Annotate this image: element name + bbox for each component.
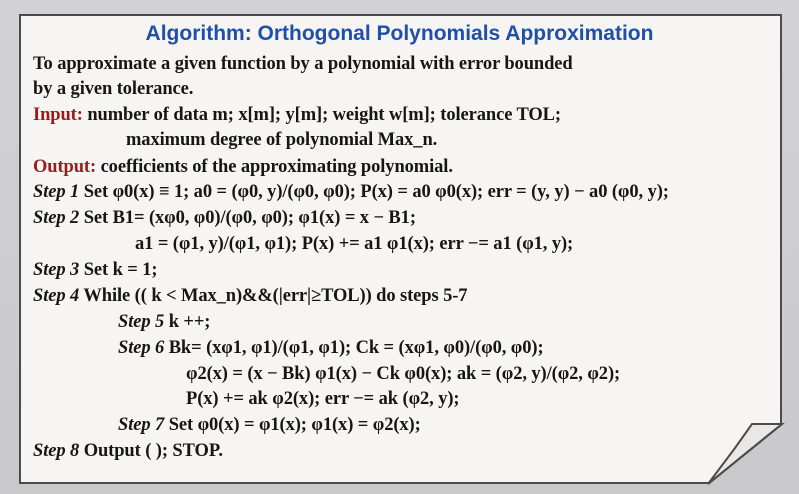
step-3-text: Set k = 1;: [79, 260, 158, 280]
step-1: [33, 182, 669, 203]
step-2-label: Step 2: [33, 208, 80, 228]
output-line: [33, 157, 453, 178]
step-3: [33, 260, 157, 281]
step-4-label: Step 4: [33, 286, 80, 306]
step-6: [118, 338, 544, 359]
input-line-1: [33, 105, 561, 126]
step-8: [33, 441, 223, 462]
step-5-text: k ++;: [164, 312, 211, 332]
step-6-continued-1: φ2(x) = (x − Bk) φ1(x) − Ck φ0(x); ak = (φ2, y)/(φ2, φ2);: [186, 364, 621, 384]
step-8-text: Output ( ); STOP.: [79, 441, 223, 461]
input-text: number of data m; x[m]; y[m]; weight w[m]; tolerance TOL;: [82, 105, 561, 125]
output-text: coefficients of the approximating polynomial.: [96, 157, 453, 177]
step-5-label: Step 5: [118, 312, 165, 332]
input-line-2: maximum degree of polynomial Max_n.: [126, 130, 438, 150]
step-2: [33, 208, 416, 229]
step-3-label: Step 3: [33, 260, 80, 280]
intro-line-2: by a given tolerance.: [33, 79, 194, 99]
step-8-label: Step 8: [33, 441, 80, 461]
step-2-continued: a1 = (φ1, y)/(φ1, φ1); P(x) += a1 φ1(x); err −= a1 (φ1, y);: [135, 234, 574, 254]
step-4: [33, 286, 467, 307]
step-2-text-a: Set B1= (xφ0, φ0)/(φ0, φ0); φ1(x) = x − B1;: [79, 208, 416, 228]
step-7: [118, 415, 421, 436]
step-1-label: Step 1: [33, 182, 80, 202]
input-label: Input:: [33, 105, 83, 125]
step-6-label: Step 6: [118, 338, 165, 358]
algorithm-title: Algorithm: Orthogonal Polynomials Approximation: [145, 22, 654, 45]
step-6-continued-2: P(x) += ak φ2(x); err −= ak (φ2, y);: [186, 389, 460, 409]
intro-line-1: To approximate a given function by a polynomial with error bounded: [33, 54, 573, 74]
step-7-text: Set φ0(x) = φ1(x); φ1(x) = φ2(x);: [164, 415, 421, 435]
output-label: Output:: [33, 157, 97, 177]
step-7-label: Step 7: [118, 415, 165, 435]
step-1-text: Set φ0(x) ≡ 1; a0 = (φ0, y)/(φ0, φ0); P(x) = a0 φ0(x); err = (y, y) − a0 (φ0, y);: [79, 182, 669, 202]
step-6-text-a: Bk= (xφ1, φ1)/(φ1, φ1); Ck = (xφ1, φ0)/(φ0, φ0);: [164, 338, 544, 358]
step-4-text: While (( k < Max_n)&&(|err|≥TOL)) do steps 5-7: [79, 286, 468, 306]
step-5: [118, 312, 210, 333]
